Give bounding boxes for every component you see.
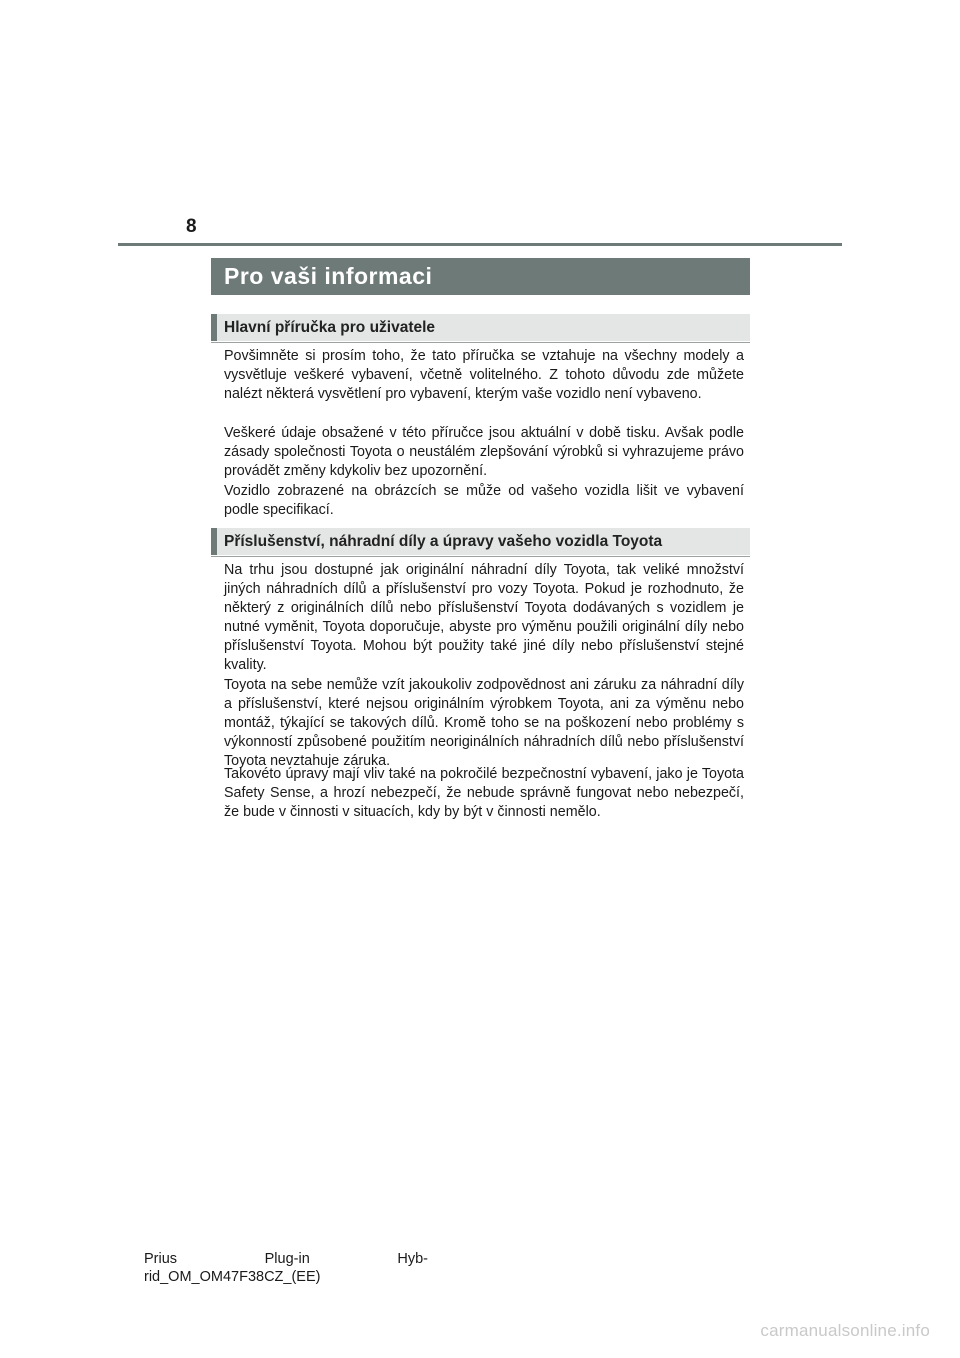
footer-word: Plug-in: [264, 1251, 310, 1267]
page-title: Pro vaši informaci: [211, 258, 750, 295]
paragraph: Toyota na sebe nemůže vzít jakoukoliv zodpovědnost ani záruku za náhradní díly a příslušenství, které nejsou originálním výrobkem Toyota, ani za výměnu nebo montáž, týkající se takových dílů. Kromě toho se na poškození nebo problémy s výkonností způsobené použitím neoriginálních náhradních dílů nebo příslušenství Toyota nevztahuje záruka.: [224, 677, 744, 769]
section-heading-accessories: Příslušenství, náhradní díly a úpravy vašeho vozidla Toyota: [211, 528, 750, 555]
paragraph: Na trhu jsou dostupné jak originální náhradní díly Toyota, tak veliké množství jiných náhradních dílů a příslušenství pro vozy Toyota. Pokud je rozhodnuto, že některý z originálních dílů nebo příslušenství Toyota dodávaných s vozidlem je nutné vyměnit, Toyota doporučuje, abyste pro výměnu použili originální díly nebo příslušenství Toyota. Mohou být použity také jiné díly nebo příslušenství stejné kvality.: [224, 562, 744, 673]
footer-line2: rid_OM_OM47F38CZ_(EE): [144, 1269, 321, 1285]
footer-word: Prius: [144, 1251, 178, 1267]
paragraph: Povšimněte si prosím toho, že tato příručka se vztahuje na všechny modely a vysvětluje veškeré vybavení, včetně volitelného. Z tohoto důvodu zde můžete nalézt některá vysvětlení pro vybavení, kterým vaše vozidlo není vybaveno.: [224, 348, 744, 402]
top-rule: [118, 243, 842, 246]
section-heading-main-manual: Hlavní příručka pro uživatele: [211, 314, 750, 341]
paragraph: Takovéto úpravy mají vliv také na pokročilé bezpečnostní vybavení, jako je Toyota Safety Sense, a hrozí nebezpečí, že nebude správně fungovat nebo nebezpečí, že bude v činnosti v situacích, kdy by být v činnosti nemělo.: [224, 766, 744, 820]
paragraph: Vozidlo zobrazené na obrázcích se může od vašeho vozidla lišit ve vybavení podle specifikací.: [224, 483, 744, 518]
page-number: 8: [186, 216, 197, 237]
footer-doc-code: [144, 1250, 428, 1286]
paragraph: Veškeré údaje obsažené v této příručce jsou aktuální v době tisku. Avšak podle zásady společnosti Toyota o neustálém zlepšování výrobků si vyhrazujeme právo provádět změny kdykoliv bez upozornění.: [224, 425, 744, 479]
footer-word: Hyb-: [397, 1251, 428, 1267]
watermark: carmanualsonline.info: [760, 1321, 930, 1340]
